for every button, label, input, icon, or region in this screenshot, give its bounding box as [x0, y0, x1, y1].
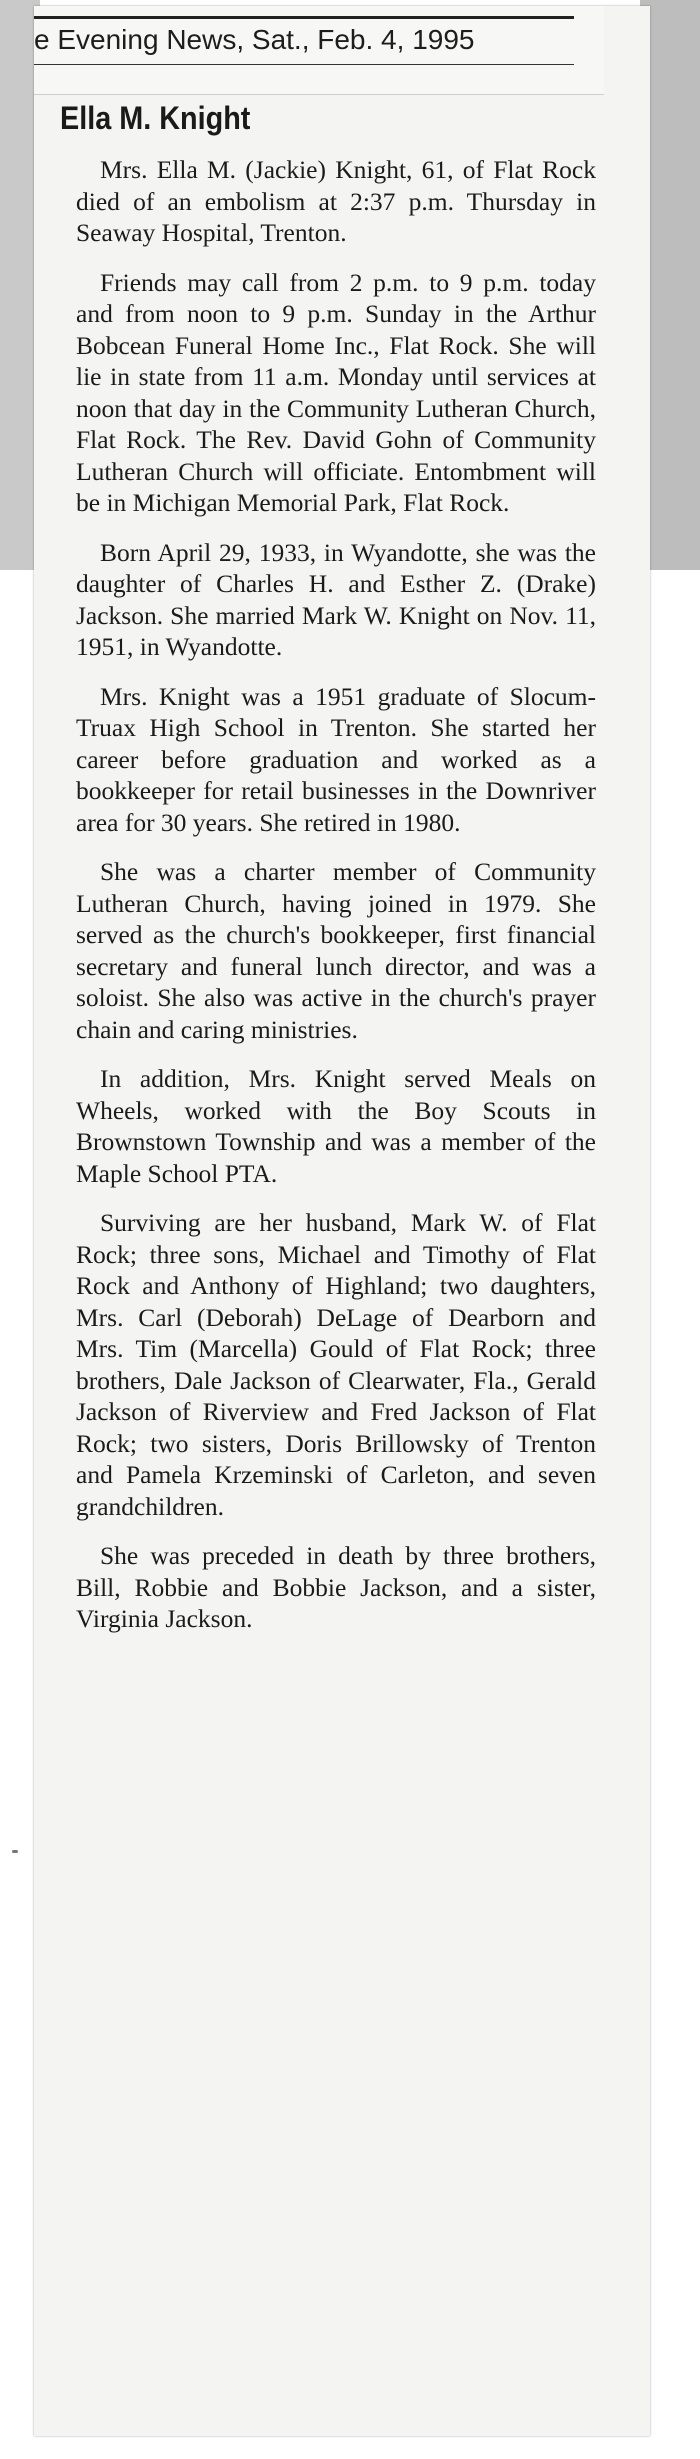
paragraph: She was preceded in death by three brothers, Bill, Robbie and Bobbie Jackson, and a sister, Virginia Jackson.	[76, 1541, 596, 1633]
scan-speck	[12, 1850, 18, 1853]
newspaper-clipping	[34, 6, 650, 2436]
masthead-date-line: e Evening News, Sat., Feb. 4, 1995	[34, 24, 475, 55]
masthead-rule-bottom	[34, 64, 574, 65]
paragraph: Mrs. Ella M. (Jackie) Knight, 61, of Flat Rock died of an embolism at 2:37 p.m. Thursday in Seaway Hospital, Trenton.	[76, 155, 596, 247]
paragraph: In addition, Mrs. Knight served Meals on Wheels, worked with the Boy Scouts in Brownstown Township and was a member of the Maple School PTA.	[76, 1064, 596, 1188]
paragraph: She was a charter member of Community Lutheran Church, having joined in 1979. She served as the church's bookkeeper, first financial secretary and funeral lunch director, and was a soloist. She also was active in the church's prayer chain and caring ministries.	[76, 857, 596, 1044]
masthead	[34, 6, 604, 95]
paragraph: Mrs. Knight was a 1951 graduate of Slocum-Truax High School in Trenton. She started her career before graduation and worked as a bookkeeper for retail businesses in the Downriver area for 30 years. She retired in 1980.	[76, 681, 596, 837]
paragraph: Friends may call from 2 p.m. to 9 p.m. today and from noon to 9 p.m. Sunday in the Arthur Bobcean Funeral Home Inc., Flat Rock. She will lie in state from 11 a.m. Monday until services at noon that day in the Community Lutheran Church, Flat Rock. The Rev. David Gohn of Community Lutheran Church will officiate. Entombment will be in Michigan Memorial Park, Flat Rock.	[76, 267, 596, 517]
paragraph: Born April 29, 1933, in Wyandotte, she was the daughter of Charles H. and Esther Z. (Drake) Jackson. She married Mark W. Knight on Nov. 11, 1951, in Wyandotte.	[76, 537, 596, 661]
obituary-headline: Ella M. Knight	[60, 100, 251, 136]
paragraph: Surviving are her husband, Mark W. of Flat Rock; three sons, Michael and Timothy of Flat Rock and Anthony of Highland; two daughters, Mrs. Carl (Deborah) DeLage of Dearborn and Mrs. Tim (Marcella) Gould of Flat Rock; three brothers, Dale Jackson of Clearwater, Fla., Gerald Jackson of Riverview and Fred Jackson of Flat Rock; two sisters, Doris Brillowsky of Trenton and Pamela Krzeminski of Carleton, and seven grandchildren.	[76, 1208, 596, 1521]
obituary-body	[76, 154, 596, 1653]
masthead-rule	[34, 16, 574, 19]
